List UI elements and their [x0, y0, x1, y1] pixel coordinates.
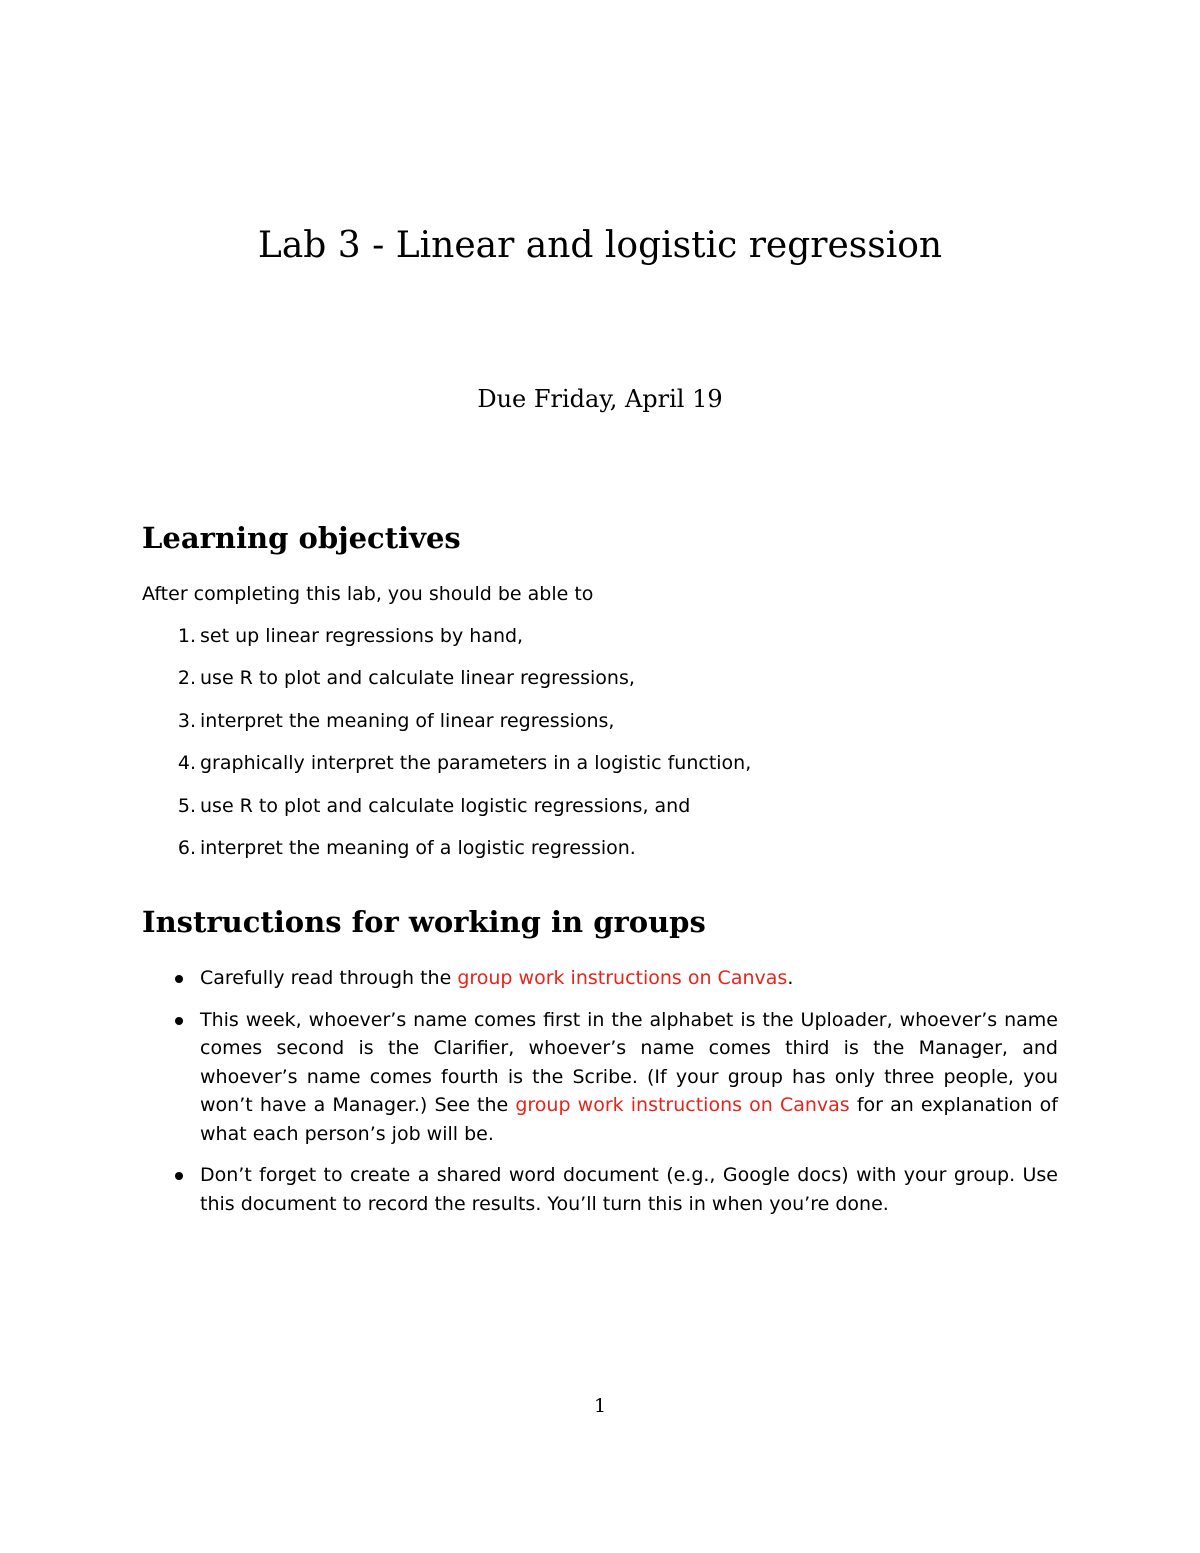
- objective-text: set up linear regressions by hand,: [200, 625, 524, 647]
- bullet-icon: [175, 975, 183, 983]
- objective-item-3: [142, 707, 1062, 749]
- bullet-icon: [175, 1017, 183, 1025]
- objective-number: 2.: [177, 667, 196, 690]
- group-instruction-item-1: [142, 964, 1058, 993]
- instruction-text: Carefully read through the: [200, 967, 458, 989]
- objective-item-6: [142, 834, 1062, 876]
- objective-text: use R to plot and calculate linear regressions,: [200, 667, 635, 690]
- group-instructions-heading: Instructions for working in groups: [142, 905, 706, 939]
- group-instructions-list: [142, 964, 1058, 1231]
- document-title: Lab 3 - Linear and logistic regression: [257, 225, 943, 266]
- page-number: 1: [593, 1395, 607, 1417]
- instruction-text: .: [787, 967, 794, 989]
- objective-item-5: [142, 792, 1062, 834]
- objective-item-1: [142, 622, 1062, 664]
- instruction-text: This week, whoever’s name comes first in the alphabet is the Uploader, whoever’s name comes second is the Clarifier, whoever’s name comes third is the Manager, and whoever’s name comes fourth is the Scribe. (If your group has only three people, you won’t have a Manager.) See the: [200, 1008, 1058, 1116]
- group-work-instructions-link[interactable]: group work instructions on Canvas: [515, 1094, 850, 1116]
- objective-item-4: [142, 749, 1062, 791]
- group-instruction-item-2: [142, 1006, 1058, 1149]
- objective-text: graphically interpret the parameters in a logistic function,: [200, 752, 752, 775]
- objective-number: 4.: [177, 752, 196, 775]
- objective-item-2: [142, 664, 1062, 706]
- objective-number: 1.: [177, 625, 196, 647]
- learning-objectives-heading: Learning objectives: [142, 521, 461, 555]
- objectives-list: [142, 622, 1062, 876]
- instruction-text: for an explanation of what each person’s job will be.: [200, 1094, 1058, 1145]
- group-instruction-item-3: [142, 1161, 1058, 1218]
- objective-text: interpret the meaning of a logistic regression.: [200, 836, 636, 859]
- group-work-instructions-link[interactable]: group work instructions on Canvas: [457, 967, 788, 989]
- due-date: Due Friday, April 19: [477, 385, 723, 413]
- objective-number: 3.: [177, 709, 196, 732]
- objective-number: 5.: [177, 794, 196, 817]
- instruction-text: Don’t forget to create a shared word document (e.g., Google docs) with your group. Use this document to record the results. You’ll turn this in when you’re done.: [200, 1164, 1058, 1215]
- bullet-icon: [175, 1172, 183, 1180]
- objective-text: use R to plot and calculate logistic regressions, and: [200, 794, 691, 817]
- objectives-intro: After completing this lab, you should be able to: [142, 583, 594, 605]
- objective-number: 6.: [177, 836, 196, 859]
- objective-text: interpret the meaning of linear regressions,: [200, 709, 615, 732]
